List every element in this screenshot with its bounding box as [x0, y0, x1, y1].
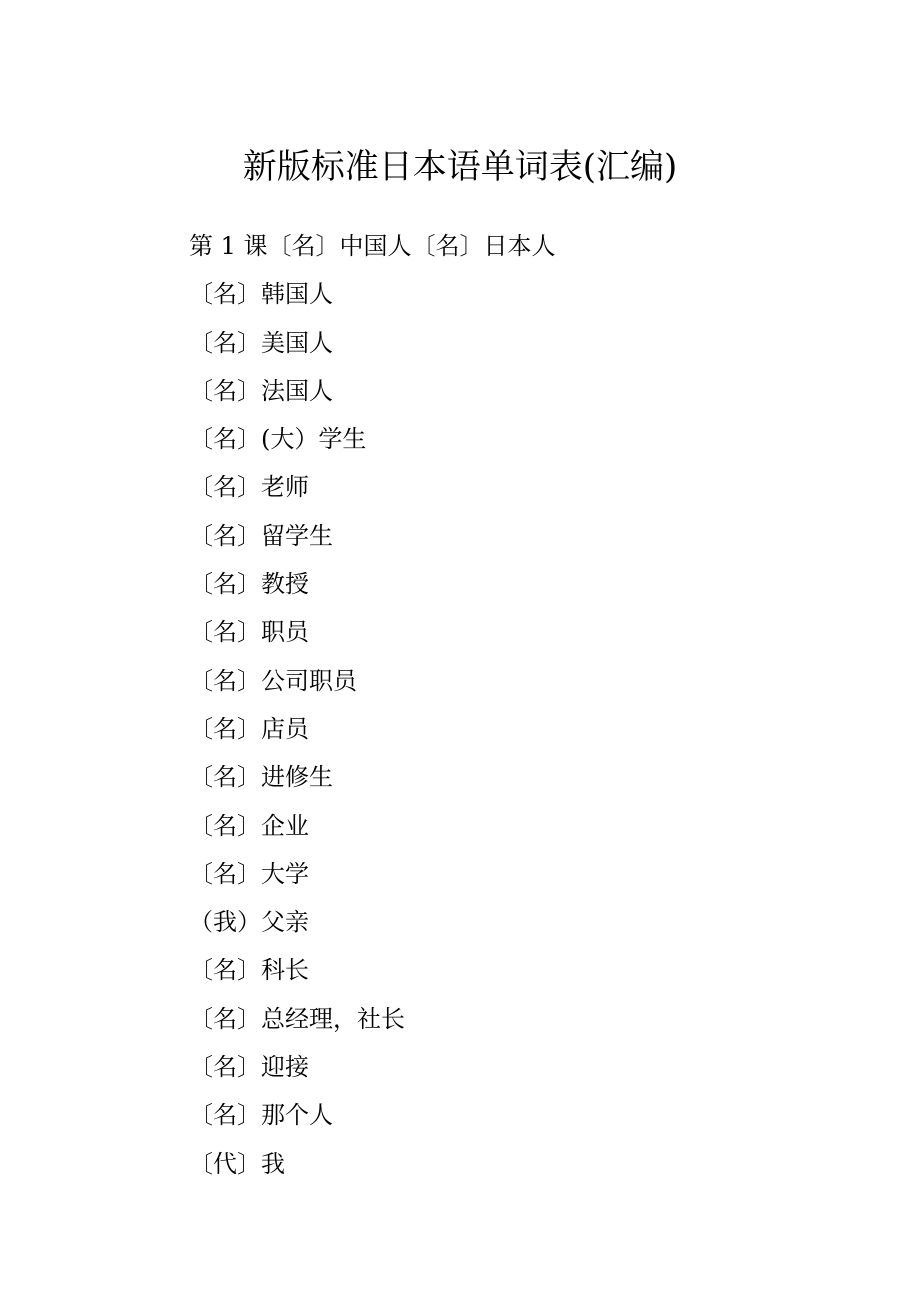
vocabulary-entry: 第 1 课〔名〕中国人〔名〕日本人: [189, 232, 556, 260]
vocabulary-entry: 〔名〕科长: [189, 956, 309, 985]
vocabulary-entry: 〔名〕大学: [189, 859, 309, 888]
vocabulary-entry: 〔名〕留学生: [189, 521, 333, 550]
vocabulary-entry: 〔名〕那个人: [189, 1101, 333, 1130]
vocabulary-entry: 〔名〕迎接: [189, 1053, 309, 1082]
vocabulary-entry: 〔名〕进修生: [189, 763, 333, 792]
vocabulary-entry: 〔名〕总经理，社长: [189, 1004, 405, 1033]
vocabulary-entry: 〔名〕美国人: [189, 328, 333, 357]
vocabulary-entry: 〔名〕老师: [189, 473, 309, 502]
vocabulary-entry: 〔名〕(大）学生: [189, 425, 367, 454]
vocabulary-entry: 〔名〕法国人: [189, 376, 333, 405]
vocabulary-entry: 〔代〕我: [189, 1149, 285, 1178]
vocabulary-entry: 〔名〕教授: [189, 570, 309, 599]
vocabulary-entry: 〔名〕职员: [189, 618, 309, 647]
vocabulary-entry: 〔名〕公司职员: [189, 666, 357, 695]
document-title: 新版标准日本语单词表(汇编): [242, 147, 678, 187]
vocabulary-entry: 〔名〕韩国人: [189, 280, 333, 309]
vocabulary-entry: 〔名〕企业: [189, 811, 309, 840]
vocabulary-entry: 〔名〕店员: [189, 714, 309, 743]
vocabulary-list: [189, 224, 829, 1190]
vocabulary-entry: （我）父亲: [189, 908, 309, 937]
